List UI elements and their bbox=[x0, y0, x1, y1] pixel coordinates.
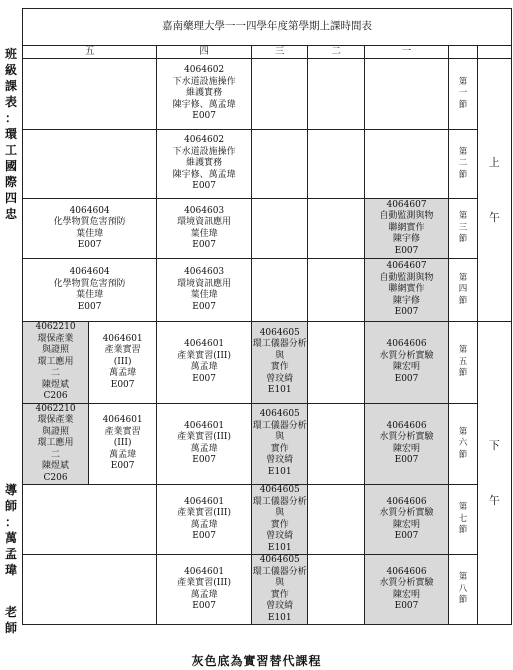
course-line: 4064601 bbox=[184, 339, 225, 350]
course-line: 陳宇修 bbox=[393, 234, 421, 245]
course-line: 4064602 bbox=[184, 65, 225, 76]
cell-p4-mon bbox=[364, 259, 448, 322]
cell-p7-fri bbox=[23, 485, 157, 555]
cell-p2-thu bbox=[157, 130, 252, 199]
course-line: 4064606 bbox=[386, 496, 427, 507]
course-line: 萬孟瑋 bbox=[190, 443, 218, 454]
course-line: 陳宏明 bbox=[393, 443, 421, 454]
course-line: 水質分析實驗 bbox=[379, 508, 434, 518]
course-line: 化學物質危害預防 bbox=[53, 217, 126, 227]
period-header-blank bbox=[449, 46, 478, 59]
period-label-8: 第 八 節 bbox=[449, 555, 478, 625]
period-label-2: 第 二 節 bbox=[449, 130, 478, 199]
course-line: 與證照 bbox=[42, 345, 70, 355]
period-row-1 bbox=[23, 59, 512, 130]
cell-p7-wed bbox=[252, 485, 308, 555]
course-line: 萬孟瑋 bbox=[109, 449, 137, 460]
course-line: 環工儀器分析與 bbox=[252, 339, 307, 361]
cell-p1-mon bbox=[364, 59, 448, 130]
cell-p4-wed bbox=[252, 259, 308, 322]
course-line: 二 bbox=[51, 449, 61, 460]
cell-p5-wed bbox=[252, 322, 308, 404]
cell-p6-thu bbox=[157, 403, 252, 485]
course-line: 產業實習(III) bbox=[177, 508, 231, 518]
day-header-fri: 五 bbox=[23, 46, 157, 59]
course-line: 陳宇修、萬孟瑋 bbox=[172, 169, 236, 180]
day-header-mon: 一 bbox=[364, 46, 448, 59]
course-line: 4064607 bbox=[386, 199, 427, 210]
course-line: 陳宇修 bbox=[393, 295, 421, 306]
course-line: 陳煜斌 bbox=[42, 461, 70, 471]
course-line: 產業實習(III) bbox=[177, 432, 231, 443]
course-line: 自動監測與物 bbox=[379, 211, 434, 222]
period-label-3: 第 三 節 bbox=[449, 199, 478, 259]
cell-p6-fri-b bbox=[89, 403, 157, 485]
course-line: E007 bbox=[110, 461, 135, 471]
course-line: 實作 bbox=[270, 443, 289, 454]
course-line: E007 bbox=[394, 601, 419, 611]
cell-p6-fri-a bbox=[23, 403, 89, 485]
period-row-6 bbox=[23, 403, 512, 485]
course-line: 陳宇修、萬孟瑋 bbox=[172, 99, 236, 110]
cell-p3-fri bbox=[23, 199, 157, 259]
cell-p7-mon bbox=[364, 485, 448, 555]
period-label-5: 第 五 節 bbox=[449, 322, 478, 404]
course-line: C206 bbox=[43, 391, 68, 401]
course-line: 4064603 bbox=[184, 205, 225, 216]
course-line: E007 bbox=[394, 373, 419, 384]
course-line: 陳宏明 bbox=[393, 362, 421, 373]
advisor-label bbox=[2, 482, 20, 636]
course-line: E101 bbox=[267, 542, 292, 553]
course-line: 葉佳瑋 bbox=[190, 290, 218, 300]
class-info-label: 班 級 課 表 ： 環 工 國 際 四 忠 bbox=[4, 47, 17, 221]
course-line: 4064605 bbox=[259, 327, 300, 338]
half-label-pm: 下 午 bbox=[477, 322, 511, 625]
cell-p8-fri bbox=[23, 555, 157, 625]
cell-p1-thu bbox=[157, 59, 252, 130]
course-line: E007 bbox=[192, 601, 216, 611]
course-line: 4062210 bbox=[35, 403, 76, 414]
course-line: 曾玟綺 bbox=[266, 531, 294, 541]
course-line: 4064603 bbox=[184, 267, 225, 277]
course-line: C206 bbox=[43, 472, 68, 483]
cell-p3-tue bbox=[308, 199, 364, 259]
course-line: 4064606 bbox=[386, 566, 427, 577]
course-line: E007 bbox=[192, 181, 216, 192]
course-line: 萬孟瑋 bbox=[190, 589, 218, 600]
period-label-1: 第 一 節 bbox=[449, 59, 478, 130]
cell-p4-thu bbox=[157, 259, 252, 322]
course-line: E007 bbox=[110, 379, 135, 390]
cell-p3-thu bbox=[157, 199, 252, 259]
course-line: 環保產業 bbox=[37, 333, 74, 344]
course-line: 萬孟瑋 bbox=[190, 362, 218, 373]
course-line: 曾玟綺 bbox=[266, 373, 294, 384]
course-line: E007 bbox=[192, 240, 216, 250]
course-line: E007 bbox=[394, 531, 419, 541]
course-line: 產業實習(III) bbox=[177, 350, 231, 361]
cell-p1-tue bbox=[308, 59, 364, 130]
course-line: E007 bbox=[192, 111, 216, 122]
timetable bbox=[22, 8, 512, 625]
cell-p8-mon bbox=[364, 555, 448, 625]
course-line: E007 bbox=[77, 301, 102, 312]
course-line: 4064605 bbox=[259, 409, 300, 420]
cell-p1-fri bbox=[23, 59, 157, 130]
course-line: 4064601 bbox=[102, 415, 143, 425]
cell-p2-mon bbox=[364, 130, 448, 199]
legend-note: 灰色底為實習替代課程 bbox=[191, 654, 322, 668]
course-line: E007 bbox=[192, 531, 216, 541]
course-line: 4064601 bbox=[184, 566, 225, 577]
period-row-3 bbox=[23, 199, 512, 259]
course-line: 環工儀器分析與 bbox=[252, 420, 307, 443]
course-line: 環境資訊應用 bbox=[177, 217, 232, 227]
course-line: 實作 bbox=[270, 362, 289, 373]
course-line: 4062210 bbox=[35, 322, 76, 332]
course-line: (III) bbox=[113, 356, 132, 367]
cell-p2-tue bbox=[308, 130, 364, 199]
course-line: 環工應用 bbox=[37, 356, 74, 367]
day-header-thu: 四 bbox=[157, 46, 252, 59]
half-label-am: 上 午 bbox=[477, 59, 511, 322]
course-line: 4064606 bbox=[386, 339, 427, 350]
cell-p3-mon bbox=[364, 199, 448, 259]
cell-p7-thu bbox=[157, 485, 252, 555]
course-line: 二 bbox=[51, 368, 61, 378]
course-line: 4064601 bbox=[184, 496, 225, 507]
course-line: 環工儀器分析與 bbox=[252, 566, 307, 588]
course-line: 產業實習 bbox=[104, 345, 141, 355]
course-line: 下水道設施操作 bbox=[172, 146, 236, 157]
course-line: 葉佳瑋 bbox=[76, 290, 104, 300]
course-line: E101 bbox=[267, 612, 292, 623]
course-line: E007 bbox=[394, 307, 419, 318]
course-line: 4064605 bbox=[259, 485, 300, 495]
period-label-4: 第 四 節 bbox=[449, 259, 478, 322]
course-line: 4064602 bbox=[184, 135, 225, 146]
course-line: 4064605 bbox=[259, 555, 300, 565]
course-line: 陳煜斌 bbox=[42, 379, 70, 390]
course-line: 化學物質危害預防 bbox=[53, 278, 126, 289]
course-line: 曾玟綺 bbox=[266, 601, 294, 611]
cell-p5-thu bbox=[157, 322, 252, 404]
course-line: 水質分析實驗 bbox=[379, 578, 434, 588]
course-line: 環保產業 bbox=[37, 415, 74, 425]
timetable-title: 嘉南藥理大學一一四學年度第學期上課時間表 bbox=[23, 9, 512, 46]
cell-p2-wed bbox=[252, 130, 308, 199]
course-line: E007 bbox=[394, 245, 419, 256]
course-line: 自動監測與物 bbox=[379, 272, 434, 283]
course-line: 產業實習(III) bbox=[177, 578, 231, 588]
cell-p7-tue bbox=[308, 485, 364, 555]
course-line: 4064601 bbox=[102, 333, 143, 344]
cell-p5-fri-a bbox=[23, 322, 89, 404]
period-row-8 bbox=[23, 555, 512, 625]
course-line: 環工儀器分析與 bbox=[252, 496, 307, 518]
course-line: 陳宏明 bbox=[393, 519, 421, 530]
cell-p8-thu bbox=[157, 555, 252, 625]
cell-p3-wed bbox=[252, 199, 308, 259]
course-line: 實作 bbox=[270, 519, 289, 530]
course-line: 聯網實作 bbox=[388, 222, 425, 233]
course-line: E007 bbox=[394, 455, 419, 466]
cell-p5-tue bbox=[308, 322, 364, 404]
half-header-blank bbox=[477, 46, 511, 59]
cell-p4-fri bbox=[23, 259, 157, 322]
cell-p5-mon bbox=[364, 322, 448, 404]
course-line: 葉佳瑋 bbox=[190, 228, 218, 239]
cell-p8-wed bbox=[252, 555, 308, 625]
course-line: 萬孟瑋 bbox=[109, 368, 137, 378]
course-line: 水質分析實驗 bbox=[379, 350, 434, 361]
cell-p8-tue bbox=[308, 555, 364, 625]
period-label-7: 第 七 節 bbox=[449, 485, 478, 555]
cell-p1-wed bbox=[252, 59, 308, 130]
course-line: 萬孟瑋 bbox=[190, 519, 218, 530]
period-label-6: 第 六 節 bbox=[449, 403, 478, 485]
day-header-row bbox=[23, 46, 512, 59]
cell-p4-tue bbox=[308, 259, 364, 322]
course-line: 環境資訊應用 bbox=[177, 278, 232, 289]
course-line: E007 bbox=[77, 240, 102, 250]
course-line: 4064606 bbox=[386, 420, 427, 431]
cell-p6-tue bbox=[308, 403, 364, 485]
course-line: 實作 bbox=[270, 589, 289, 600]
cell-p6-wed bbox=[252, 403, 308, 485]
course-line: E007 bbox=[192, 455, 216, 466]
period-row-7 bbox=[23, 485, 512, 555]
course-line: 陳宏明 bbox=[393, 589, 421, 600]
course-line: 產業實習 bbox=[104, 426, 141, 437]
advisor-title: 老 師 bbox=[4, 605, 17, 635]
course-line: 維護實務 bbox=[186, 88, 223, 99]
course-line: E007 bbox=[192, 301, 216, 312]
course-line: E101 bbox=[267, 466, 292, 477]
period-row-4 bbox=[23, 259, 512, 322]
course-line: 與證照 bbox=[42, 426, 70, 437]
course-line: 葉佳瑋 bbox=[76, 228, 104, 239]
course-line: 下水道設施操作 bbox=[172, 76, 236, 87]
course-line: 水質分析實驗 bbox=[379, 432, 434, 443]
period-row-2 bbox=[23, 130, 512, 199]
course-line: 環工應用 bbox=[37, 438, 74, 448]
day-header-wed: 三 bbox=[252, 46, 308, 59]
course-line: 維護實務 bbox=[186, 158, 223, 169]
course-line: (III) bbox=[113, 438, 132, 448]
course-line: E101 bbox=[267, 385, 292, 396]
period-row-5 bbox=[23, 322, 512, 404]
advisor-name: 導 師 ： 萬 孟 瑋 bbox=[4, 483, 17, 577]
cell-p2-fri bbox=[23, 130, 157, 199]
course-line: 4064601 bbox=[184, 420, 225, 431]
cell-p5-fri-b bbox=[89, 322, 157, 404]
cell-p6-mon bbox=[364, 403, 448, 485]
course-line: 4064604 bbox=[69, 267, 110, 277]
course-line: 曾玟綺 bbox=[266, 455, 294, 466]
course-line: 4064607 bbox=[386, 261, 427, 272]
course-line: 4064604 bbox=[69, 205, 110, 216]
course-line: E007 bbox=[192, 373, 216, 384]
day-header-tue: 二 bbox=[308, 46, 364, 59]
course-line: 聯網實作 bbox=[388, 284, 425, 295]
